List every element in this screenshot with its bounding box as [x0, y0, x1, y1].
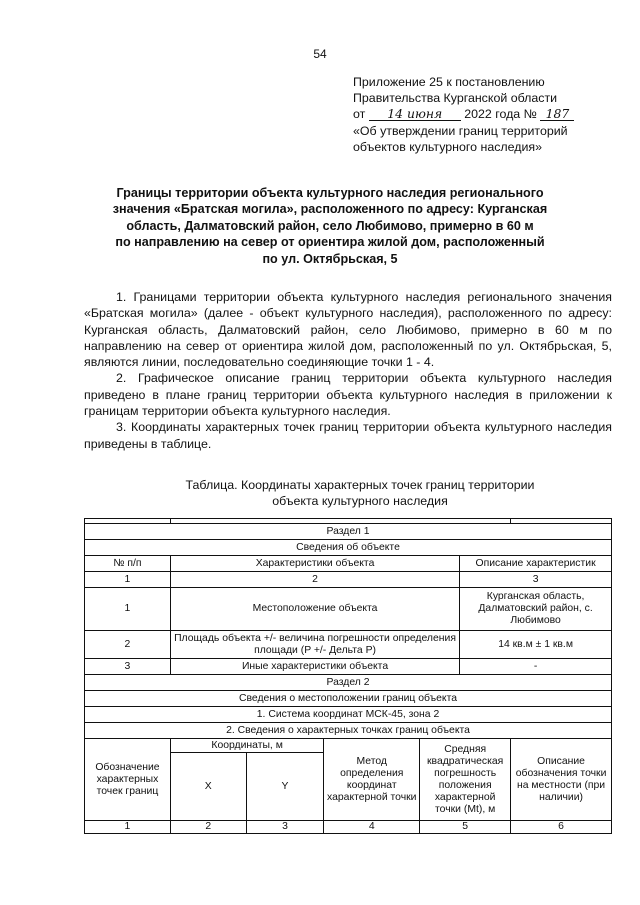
page-number: 54 [313, 47, 327, 61]
header-point-description: Описание обозначения точки на местности (при наличии) [511, 739, 612, 821]
title-line: область, Далматовский район, село Любимово, примерно в 60 м [126, 218, 534, 233]
col-index-3: 3 [246, 821, 324, 834]
col-header-no: № п/п [85, 556, 171, 572]
row-description: Курганская область, Далматовский район, с. Любимово [460, 588, 612, 631]
title-line: значения «Братская могила», расположенного по адресу: Курганская [112, 202, 548, 217]
coordinates-table [84, 518, 612, 834]
section-2-subheader: Сведения о местоположении границ объекта [85, 691, 612, 707]
coordinate-system: 1. Система координат МСК-45, зона 2 [85, 707, 612, 723]
header-coordinates: Координаты, м [170, 739, 323, 753]
handwritten-number: 187 [540, 107, 574, 121]
table-row [85, 631, 612, 659]
header-method: Метод определения координат характерной точки [324, 739, 420, 821]
col-number-1: 1 [85, 572, 171, 588]
col-number-3: 3 [460, 572, 612, 588]
table-title [150, 477, 570, 510]
paragraph-3: 3. Координаты характерных точек границ территории объекта культурного наследия приведены в таблице. [84, 420, 612, 451]
appendix-from-label: от [353, 107, 366, 122]
header-point-designation: Обозначение характерных точек границ [85, 739, 171, 821]
table-row [85, 588, 612, 631]
header-x: X [170, 753, 246, 821]
col-number-2: 2 [170, 572, 459, 588]
section-2-header: Раздел 2 [85, 675, 612, 691]
row-no: 2 [85, 631, 171, 659]
row-characteristic: Иные характеристики объекта [170, 659, 459, 675]
paragraph-2: 2. Графическое описание границ территории объекта культурного наследия приведено в плане границ территории объекта культурного наследия в приложении к границам территории объекта культурного наследия. [84, 371, 612, 419]
row-description: 14 кв.м ± 1 кв.м [460, 631, 612, 659]
handwritten-date: 14 июня [369, 107, 461, 121]
row-no: 3 [85, 659, 171, 675]
col-index-1: 1 [85, 821, 171, 834]
row-characteristic: Площадь объекта +/- величина погрешности определения площади (P +/- Дельта P) [170, 631, 459, 659]
appendix-line-4: «Об утверждении границ территорий [353, 123, 568, 138]
points-info-header: 2. Сведения о характерных точках границ объекта [85, 723, 612, 739]
appendix-line-3 [353, 106, 623, 122]
row-characteristic: Местоположение объекта [170, 588, 459, 631]
section-1-header: Раздел 1 [85, 524, 612, 540]
title-line: по направлению на север от ориентира жилой дом, расположенный [115, 235, 545, 250]
col-header-characteristics: Характеристики объекта [170, 556, 459, 572]
col-index-6: 6 [511, 821, 612, 834]
appendix-line-1: Приложение 25 к постановлению [353, 75, 545, 89]
col-index-2: 2 [170, 821, 246, 834]
col-header-description: Описание характеристик [460, 556, 612, 572]
header-y: Y [246, 753, 324, 821]
appendix-line-2: Правительства Курганской области [353, 91, 558, 106]
title-line: Границы территории объекта культурного наследия регионального [116, 186, 544, 200]
table-title-line-1: Таблица. Координаты характерных точек границ территории [185, 478, 535, 492]
row-description: - [460, 659, 612, 675]
table-row [85, 659, 612, 675]
document-title [70, 185, 590, 267]
appendix-block [353, 74, 623, 155]
row-no: 1 [85, 588, 171, 631]
header-mean-square-error: Средняя квадратическая погрешность положения характерной точки (Mt), м [420, 739, 511, 821]
paragraph-1: 1. Границами территории объекта культурного наследия регионального значения «Братская могила» (далее - объект культурного наследия), расположенного по адресу: Курганская область, Далматовский район, село Любимово, примерно в 60 м по направлению на север от ориентира жилой дом, расположенный по ул. Октябрьская, 5, являются линии, последовательно соединяющие точки 1 - 4. [84, 290, 612, 370]
body-text [84, 289, 612, 452]
appendix-year: 2022 года № [464, 107, 537, 122]
section-1-subheader: Сведения об объекте [85, 540, 612, 556]
title-line: по ул. Октябрьская, 5 [262, 251, 398, 266]
col-index-5: 5 [420, 821, 511, 834]
appendix-line-5: объектов культурного наследия» [353, 139, 543, 154]
col-index-4: 4 [324, 821, 420, 834]
table-title-line-2: объекта культурного наследия [272, 494, 448, 509]
